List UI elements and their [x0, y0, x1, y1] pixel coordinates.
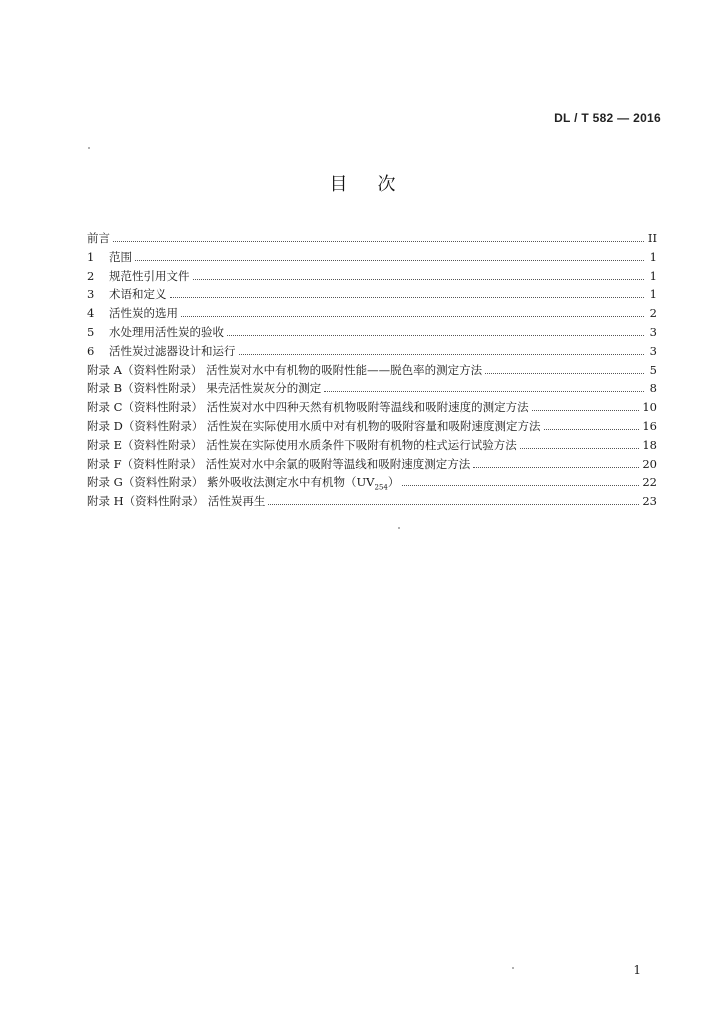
- toc-entry-appendix-c[interactable]: [87, 398, 657, 417]
- toc-entry-appendix-g[interactable]: [87, 473, 657, 492]
- toc-entry-3[interactable]: [87, 285, 657, 304]
- toc-entry-number: 3: [87, 287, 95, 302]
- toc-entry-page: 10: [642, 400, 657, 415]
- toc-entry-2[interactable]: [87, 267, 657, 286]
- toc-leader-dots: [268, 504, 639, 505]
- toc-entry-1[interactable]: [87, 248, 657, 267]
- toc-entry-subscript: 254: [374, 483, 388, 492]
- toc-entry-page: 2: [649, 306, 657, 321]
- toc-entry-page: 18: [642, 437, 657, 452]
- scan-speck: [398, 527, 400, 529]
- toc-entry-title: 术语和定义: [109, 287, 167, 302]
- toc-entry-number: 1: [87, 249, 95, 264]
- toc-leader-dots: [402, 485, 639, 486]
- toc-entry-title: 附录 F（资料性附录） 活性炭对水中余氯的吸附等温线和吸附速度测定方法: [87, 456, 471, 471]
- toc-entry-title: 附录 C（资料性附录） 活性炭对水中四种天然有机物吸附等温线和吸附速度的测定方法: [87, 400, 529, 415]
- toc-leader-dots: [227, 335, 644, 336]
- toc-entry-page: 1: [649, 268, 657, 283]
- toc-leader-dots: [135, 260, 644, 261]
- toc-entry-page: 3: [649, 324, 657, 339]
- toc-entry-title-suffix: ）: [387, 475, 400, 490]
- page-number: 1: [633, 963, 641, 977]
- scan-speck: [88, 147, 90, 149]
- toc-entry-title: 附录 A（资料性附录） 活性炭对水中有机物的吸附性能——脱色率的测定方法: [87, 362, 483, 377]
- toc-entry-page: 1: [649, 287, 657, 302]
- toc-leader-dots: [473, 467, 639, 468]
- toc-leader-dots: [520, 448, 640, 449]
- toc-entry-appendix-a[interactable]: [87, 361, 657, 380]
- toc-entry-title: 水处理用活性炭的验收: [109, 324, 224, 339]
- toc-entry-title: 附录 H（资料性附录） 活性炭再生: [87, 494, 266, 509]
- toc-entry-page: 1: [649, 249, 657, 264]
- toc-entry-page: 20: [642, 456, 657, 471]
- toc-entry-foreword[interactable]: [87, 229, 657, 248]
- toc-entry-title: 附录 G（资料性附录） 紫外吸收法测定水中有机物（UV: [87, 475, 375, 490]
- toc-entry-title: 规范性引用文件: [109, 268, 190, 283]
- toc-entry-page: 16: [642, 418, 657, 433]
- toc-entry-number: 6: [87, 343, 95, 358]
- toc-entry-page: II: [647, 231, 657, 245]
- standard-code: DL / T 582 — 2016: [554, 111, 661, 125]
- toc-leader-dots: [170, 297, 645, 298]
- toc-entry-title: 附录 E（资料性附录） 活性炭在实际使用水质条件下吸附有机物的柱式运行试验方法: [87, 437, 517, 452]
- toc-entry-page: 8: [649, 381, 657, 396]
- toc-entry-number: 2: [87, 268, 95, 283]
- toc-entry-page: 3: [649, 343, 657, 358]
- toc-entry-title: 附录 B（资料性附录） 果壳活性炭灰分的测定: [87, 381, 322, 396]
- toc-entry-number: 4: [87, 306, 95, 321]
- toc-entry-page: 5: [649, 362, 657, 377]
- toc-leader-dots: [485, 373, 644, 374]
- toc-leader-dots: [544, 429, 640, 430]
- toc-entry-title: 活性炭的选用: [109, 306, 178, 321]
- toc-entry-title: 活性炭过滤器设计和运行: [109, 343, 236, 358]
- toc-entry-appendix-f[interactable]: [87, 455, 657, 474]
- toc-entry-page: 22: [642, 475, 657, 490]
- toc-entry-page: 23: [642, 494, 657, 509]
- toc-leader-dots: [181, 316, 644, 317]
- toc-entry-appendix-d[interactable]: [87, 417, 657, 436]
- toc-entry-number: 5: [87, 324, 95, 339]
- page-title: 目次: [329, 174, 426, 195]
- toc-entry-title: 附录 D（资料性附录） 活性炭在实际使用水质中对有机物的吸附容量和吸附速度测定方法: [87, 418, 541, 433]
- toc-entry-title: 前言: [87, 231, 110, 245]
- toc-leader-dots: [324, 391, 644, 392]
- table-of-contents: [87, 229, 657, 511]
- toc-entry-appendix-b[interactable]: [87, 379, 657, 398]
- toc-leader-dots: [193, 279, 645, 280]
- toc-entry-appendix-e[interactable]: [87, 436, 657, 455]
- toc-leader-dots: [532, 410, 640, 411]
- scan-speck: [512, 967, 514, 969]
- toc-entry-4[interactable]: [87, 304, 657, 323]
- toc-entry-5[interactable]: [87, 323, 657, 342]
- toc-leader-dots: [113, 241, 644, 242]
- toc-entry-6[interactable]: [87, 342, 657, 361]
- toc-entry-title: 范围: [109, 249, 132, 264]
- toc-leader-dots: [239, 354, 645, 355]
